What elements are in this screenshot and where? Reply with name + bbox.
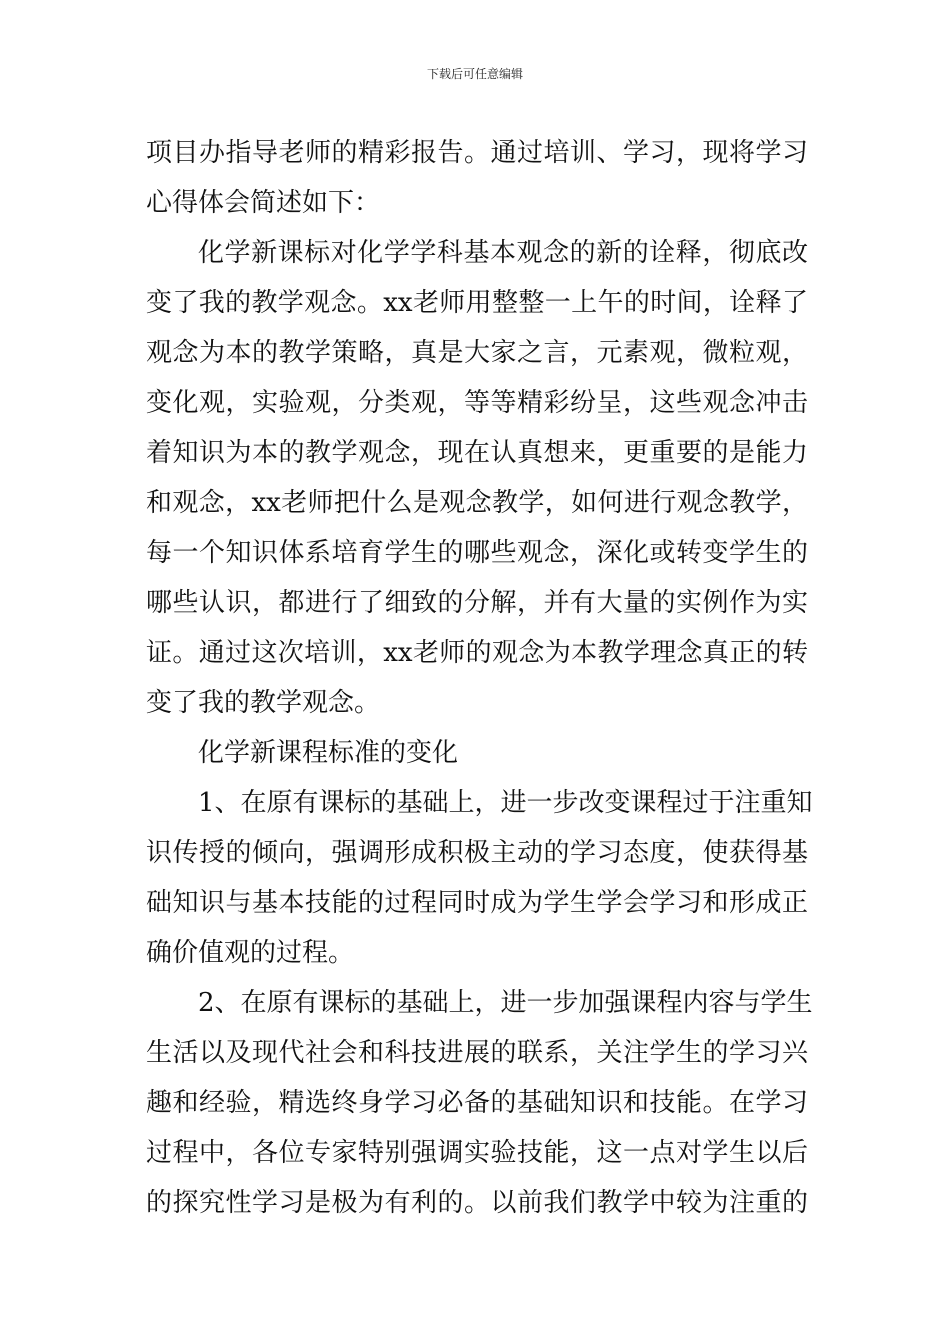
text-line: 趣和经验，精选终身学习必备的基础知识和技能。在学习 <box>146 1088 808 1118</box>
text-line: 确价值观的过程。 <box>146 938 355 968</box>
text-line: 观念为本的教学策略，真是大家之言，元素观，微粒观， <box>146 338 808 368</box>
text-line: 项目办指导老师的精彩报告。通过培训、学习，现将学习 <box>146 138 808 168</box>
text-line: 化学新课程标准的变化 <box>198 738 459 768</box>
text-line: 变化观，实验观，分类观，等等精彩纷呈，这些观念冲击 <box>146 388 808 418</box>
page-header-note: 下载后可任意编辑 <box>426 67 523 81</box>
text-line: 着知识为本的教学观念，现在认真想来，更重要的是能力 <box>146 438 808 468</box>
text-line: 哪些认识，都进行了细致的分解，并有大量的实例作为实 <box>146 588 808 618</box>
document-body <box>146 128 813 1228</box>
text-line: 变了我的教学观念。xx老师用整整一上午的时间，诠释了 <box>146 288 808 318</box>
text-line: 2、在原有课标的基础上，进一步加强课程内容与学生 <box>198 988 813 1018</box>
text-line: 心得体会简述如下： <box>146 188 381 218</box>
text-line: 每一个知识体系培育学生的哪些观念，深化或转变学生的 <box>146 538 808 568</box>
text-line: 识传授的倾向，强调形成积极主动的学习态度，使获得基 <box>146 838 808 868</box>
text-line: 1、在原有课标的基础上，进一步改变课程过于注重知 <box>198 788 813 818</box>
text-line: 证。通过这次培训，xx老师的观念为本教学理念真正的转 <box>146 638 808 668</box>
text-line: 的探究性学习是极为有利的。以前我们教学中较为注重的 <box>146 1188 808 1218</box>
text-line: 础知识与基本技能的过程同时成为学生学会学习和形成正 <box>146 888 808 918</box>
text-line: 生活以及现代社会和科技进展的联系，关注学生的学习兴 <box>146 1038 808 1068</box>
text-line: 变了我的教学观念。 <box>146 688 381 718</box>
text-line: 和观念，xx老师把什么是观念教学，如何进行观念教学， <box>146 488 808 518</box>
text-line: 过程中，各位专家特别强调实验技能，这一点对学生以后 <box>146 1138 808 1168</box>
text-line: 化学新课标对化学学科基本观念的新的诠释，彻底改 <box>198 238 808 268</box>
